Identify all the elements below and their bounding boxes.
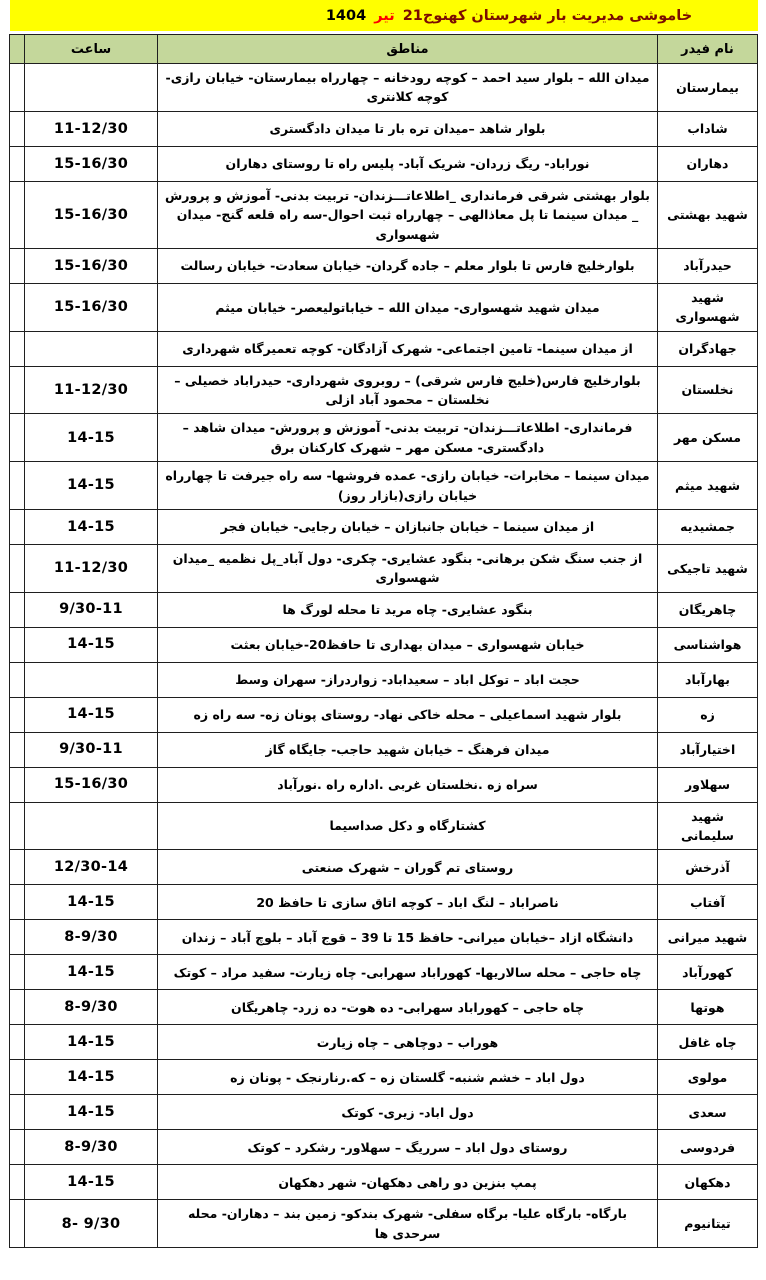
page-title [326,8,692,24]
time-cell-wrap [25,146,158,181]
feeder-name-cell: کهورآباد [658,955,758,990]
feeder-name-cell: دهکهان [658,1165,758,1200]
areas-cell: بلوار بهشتی شرقی فرمانداری _اطلاعاتـــزندان- تربیت بدنی- آموزش و پرورش _ میدان سینما تا پل معاذالهی – چهارراه ثبت احوال-سه راه قلعه گنج- میدان شهسواری [158,181,658,248]
feeder-name-cell: مسکن مهر [658,414,758,462]
spacer-cell [10,509,25,544]
areas-cell: کشتارگاه و دکل صداسیما [158,802,658,850]
table-row [10,1130,758,1165]
time-cell-wrap [25,990,158,1025]
spacer-cell [10,955,25,990]
time-cell-wrap [25,662,158,697]
table-row [10,697,758,732]
time-cell: 11-12/30 [53,120,129,137]
time-cell: 9/30-11 [59,601,123,618]
table-row [10,885,758,920]
time-cell-wrap [25,955,158,990]
table-row [10,990,758,1025]
feeder-name-cell: زه [658,697,758,732]
table-row [10,592,758,627]
areas-cell: بلوار شهید اسماعیلی – محله خاکی نهاد- روستای پونان زه- سه راه زه [158,697,658,732]
areas-cell: میدان شهید شهسواری- میدان الله – خیاباتولیعصر- خیابان میثم [158,283,658,331]
title-main: خاموشی مدیریت بار شهرستان کهنوج21 [402,7,693,24]
time-cell-wrap [25,697,158,732]
areas-cell: روستای تم گوران – شهرک صنعتی [158,850,658,885]
time-cell: 11-12/30 [53,381,129,398]
table-row [10,111,758,146]
spacer-cell [10,767,25,802]
spacer-cell [10,414,25,462]
spacer-cell [10,850,25,885]
time-cell-wrap [25,850,158,885]
table-row [10,802,758,850]
time-cell: 14-15 [67,518,115,535]
areas-cell: پمپ بنزین دو راهی دهکهان- شهر دهکهان [158,1165,658,1200]
spacer-cell [10,1130,25,1165]
feeder-name-cell: شهید شهسواری [658,283,758,331]
spacer-cell [10,248,25,283]
areas-cell: بلوار شاهد –میدان تره بار تا میدان دادگستری [158,111,658,146]
feeder-name-cell: چاهریگان [658,592,758,627]
time-cell: 15-16/30 [53,299,129,316]
areas-cell: از جنب سنگ شکن برهانی- بنگود عشایری- چکری- دول آباد_پل نظمیه _میدان شهسواری [158,544,658,592]
time-cell: 8- 9/30 [61,1215,121,1232]
feeder-name-cell: شاداب [658,111,758,146]
areas-cell: میدان فرهنگ – خیابان شهید حاجب- جایگاه گاز [158,732,658,767]
feeder-name-cell: شهید بهشتی [658,181,758,248]
time-cell-wrap [25,414,158,462]
spacer-cell [10,1165,25,1200]
spacer-cell [10,181,25,248]
time-cell: 14-15 [67,706,115,723]
feeder-name-cell: شهید تاجیکی [658,544,758,592]
table-row [10,732,758,767]
header-row [10,35,758,64]
time-cell-wrap [25,767,158,802]
table-row [10,662,758,697]
feeder-name-cell: شهید میرانی [658,920,758,955]
time-cell-wrap [25,885,158,920]
time-cell-wrap [25,248,158,283]
feeder-name-cell: اختیارآباد [658,732,758,767]
time-cell: 15-16/30 [53,155,129,172]
areas-cell: دانشگاه ازاد –خیابان میرانی- حافظ 15 تا 39 – قوج آباد – بلوچ آباد – زندان [158,920,658,955]
feeder-name-cell: شهید میثم [658,462,758,510]
title-month: تیر [374,7,395,24]
areas-cell: بارگاه- بارگاه علیا- برگاه سفلی- شهرک بندکو- زمین بند – دهاران- محله سرحدی ها [158,1200,658,1248]
spacer-cell [10,732,25,767]
spacer-cell [10,1200,25,1248]
feeder-name-cell: جهادگران [658,331,758,366]
areas-cell: چاه حاجی – کهوراباد سهرابی- ده هوت- ده زرد- چاهریگان [158,990,658,1025]
time-cell-wrap [25,283,158,331]
time-cell: 8-9/30 [64,999,118,1016]
table-header [10,35,758,64]
table-row [10,1060,758,1095]
feeder-name-cell: چاه غافل [658,1025,758,1060]
time-cell: 15-16/30 [53,257,129,274]
time-cell: 9/30-11 [59,741,123,758]
table-row [10,767,758,802]
table-row [10,181,758,248]
table-row [10,544,758,592]
feeder-name-cell: سعدی [658,1095,758,1130]
feeder-name-cell: نخلستان [658,366,758,414]
time-cell: 14-15 [67,894,115,911]
areas-cell: بلوارخلیج فارس(خلیج فارس شرقی) – روبروی شهرداری- حیدراباد خصیلی – نخلستان – محمود آباد ازلی [158,366,658,414]
areas-cell: میدان الله – بلوار سید احمد – کوچه رودخانه – چهارراه بیمارستان- خیابان رازی- کوچه کلانتری [158,64,658,112]
spacer-cell [10,697,25,732]
feeder-name-cell: حیدرآباد [658,248,758,283]
areas-cell: فرمانداری- اطلاعاتـــزندان- تربیت بدنی- آموزش و پرورش- میدان شاهد – دادگستری- مسکن مهر – شهرک کارکنان برق [158,414,658,462]
time-cell-wrap [25,802,158,850]
areas-cell: دول اباد – خشم شنبه- گلستان زه – که.رنارنجک - پونان زه [158,1060,658,1095]
outage-schedule-table [9,34,758,1248]
header-time: ساعت [25,35,158,64]
areas-cell: بنگود عشایری- چاه مرید تا محله لورگ ها [158,592,658,627]
time-cell: 14-15 [67,1069,115,1086]
time-cell: 15-16/30 [53,776,129,793]
table-row [10,64,758,112]
areas-cell: از میدان سینما- تامین اجتماعی- شهرک آزادگان- کوچه تعمیرگاه شهرداری [158,331,658,366]
time-cell-wrap [25,111,158,146]
time-cell-wrap [25,1130,158,1165]
spacer-cell [10,544,25,592]
feeder-name-cell: شهید سلیمانی [658,802,758,850]
spacer-cell [10,146,25,181]
spacer-cell [10,366,25,414]
report-title-bar [10,0,758,31]
spacer-cell [10,662,25,697]
table-row [10,920,758,955]
header-spacer [10,35,25,64]
table-row [10,248,758,283]
table-row [10,1095,758,1130]
table-row [10,509,758,544]
spacer-cell [10,885,25,920]
table-row [10,627,758,662]
table-row [10,146,758,181]
areas-cell: ناصراباد – لنگ اباد – کوچه اتاق سازی تا حافظ 20 [158,885,658,920]
time-cell: 15-16/30 [53,206,129,223]
feeder-name-cell: سهلاور [658,767,758,802]
feeder-name-cell: تیتانیوم [658,1200,758,1248]
feeder-name-cell: دهاران [658,146,758,181]
spacer-cell [10,1060,25,1095]
time-cell-wrap [25,462,158,510]
areas-cell: سراه زه .نخلستان غربی .اداره راه .نورآباد [158,767,658,802]
spacer-cell [10,920,25,955]
feeder-name-cell: بهارآباد [658,662,758,697]
time-cell-wrap [25,592,158,627]
areas-cell: هوراب – دوچاهی – چاه زیارت [158,1025,658,1060]
feeder-name-cell: آفتاب [658,885,758,920]
table-body [10,64,758,1248]
time-cell-wrap [25,627,158,662]
time-cell-wrap [25,181,158,248]
spacer-cell [10,1025,25,1060]
spacer-cell [10,64,25,112]
table-row [10,1165,758,1200]
feeder-name-cell: فردوسی [658,1130,758,1165]
time-cell-wrap [25,732,158,767]
areas-cell: از میدان سینما – خیابان جانبازان – خیابان رجایی- خیابان فجر [158,509,658,544]
table-row [10,331,758,366]
time-cell: 14-15 [67,1034,115,1051]
time-cell-wrap [25,1200,158,1248]
time-cell: 14-15 [67,429,115,446]
spacer-cell [10,592,25,627]
time-cell: 14-15 [67,477,115,494]
spacer-cell [10,627,25,662]
time-cell-wrap [25,509,158,544]
time-cell-wrap [25,1060,158,1095]
time-cell: 14-15 [67,964,115,981]
feeder-name-cell: هواشناسی [658,627,758,662]
time-cell: 8-9/30 [64,929,118,946]
time-cell-wrap [25,544,158,592]
spacer-cell [10,1095,25,1130]
feeder-name-cell: مولوی [658,1060,758,1095]
areas-cell: روستای دول اباد – سرریگ – سهلاور- رشکرد – کوتک [158,1130,658,1165]
time-cell: 14-15 [67,636,115,653]
table-row [10,366,758,414]
table-row [10,1200,758,1248]
areas-cell: بلوارخلیج فارس تا بلوار معلم – جاده گردان- خیابان سعادت- خیابان رسالت [158,248,658,283]
areas-cell: نوراباد- ریگ زردان- شریک آباد- پلیس راه تا روستای دهاران [158,146,658,181]
time-cell-wrap [25,920,158,955]
time-cell-wrap [25,1095,158,1130]
spacer-cell [10,331,25,366]
areas-cell: چاه حاجی – محله سالاریها- کهوراباد سهرابی- چاه زیارت- سفید مراد – کوتک [158,955,658,990]
time-cell-wrap [25,1025,158,1060]
table-row [10,850,758,885]
feeder-name-cell: جمشیدیه [658,509,758,544]
time-cell: 14-15 [67,1174,115,1191]
table-row [10,414,758,462]
areas-cell: دول اباد- زیری- کوتک [158,1095,658,1130]
time-cell-wrap [25,366,158,414]
feeder-name-cell: بیمارستان [658,64,758,112]
time-cell: 11-12/30 [53,560,129,577]
spacer-cell [10,990,25,1025]
table-row [10,462,758,510]
areas-cell: خیابان شهسواری – میدان بهداری تا حافظ20-خیابان بعثت [158,627,658,662]
time-cell-wrap [25,331,158,366]
feeder-name-cell: آذرخش [658,850,758,885]
areas-cell: حجت اباد – توکل اباد – سعیداباد- زواردراز- سهران وسط [158,662,658,697]
title-year: 1404 [325,7,367,24]
spacer-cell [10,802,25,850]
spacer-cell [10,111,25,146]
table-row [10,955,758,990]
time-cell: 8-9/30 [64,1139,118,1156]
table-row [10,1025,758,1060]
spacer-cell [10,462,25,510]
header-feeder-name: نام فیدر [658,35,758,64]
time-cell: 12/30-14 [53,859,129,876]
time-cell: 14-15 [67,1104,115,1121]
table-row [10,283,758,331]
time-cell-wrap [25,64,158,112]
spacer-cell [10,283,25,331]
header-areas: مناطق [158,35,658,64]
feeder-name-cell: هوتها [658,990,758,1025]
areas-cell: میدان سینما – مخابرات- خیابان رازی- عمده فروشها- سه راه جیرفت تا چهارراه خیابان رازی(بازار روز) [158,462,658,510]
time-cell-wrap [25,1165,158,1200]
